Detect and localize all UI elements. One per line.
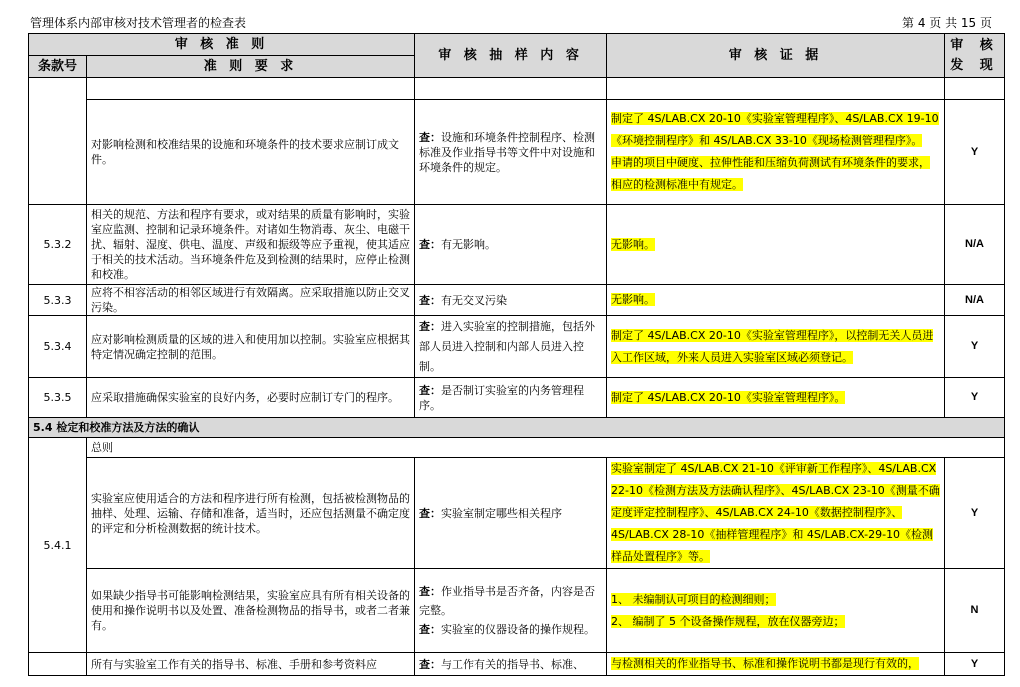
sample-cell: 查：与工作有关的指导书、标准、 <box>415 653 607 676</box>
evidence-cell: 与检测相关的作业指导书、标准和操作说明书都是现行有效的， <box>607 653 945 676</box>
general-label: 总则 <box>87 438 1005 458</box>
requirement-cell: 对影响检测和校准结果的设施和环境条件的技术要求应制订成文件。 <box>87 100 415 205</box>
document-header <box>30 14 992 32</box>
audit-checklist-table <box>28 33 1005 676</box>
clause-cell: 5.3.3 <box>29 285 87 316</box>
sample-cell: 查：设施和环境条件控制程序、检测标准及作业指导书等文件中对设施和环境条件的规定。 <box>415 100 607 205</box>
finding-cell: N <box>945 569 1005 653</box>
document-title: 管理体系内部审核对技术管理者的检查表 <box>30 16 247 30</box>
requirement-cell: 所有与实验室工作有关的指导书、标准、手册和参考资料应 <box>87 653 415 676</box>
requirement-cell: 实验室应使用适合的方法和程序进行所有检测，包括被检测物品的抽样、处理、运输、存储和准备，适当时，还应包括测量不确定度的评定和分析检测数据的统计技术。 <box>87 458 415 569</box>
requirement-cell: 如果缺少指导书可能影响检测结果，实验室应具有所有相关设备的使用和操作说明书以及处置、准备检测物品的指导书，或者二者兼有。 <box>87 569 415 653</box>
clause-cell: 5.4.1 <box>29 438 87 653</box>
clause-no-header: 条款号 <box>29 56 87 78</box>
sample-cell: 查：实验室制定哪些相关程序 <box>415 458 607 569</box>
clause-cell <box>29 78 87 205</box>
clause-cell: 5.3.4 <box>29 316 87 378</box>
evidence-cell: 实验室制定了 4S/LAB.CX 21-10《评审新工作程序》、4S/LAB.CX 22-10《检测方法及方法确认程序》、4S/LAB.CX 23-10《测量不确定度评定控制程序》、4S/LAB.CX 24-10《数据控制程序》、4S/LAB.CX 28-10《抽样管理程序》和 4S/LAB.CX-29-10《检测样品处置程序》等。 <box>607 458 945 569</box>
finding-header: 审 核 发 现 <box>945 34 1005 78</box>
clause-cell: 5.3.2 <box>29 205 87 285</box>
sample-cell: 查：作业指导书是否齐备，内容是否完整。 查：实验室的仪器设备的操作规程。 <box>415 569 607 653</box>
finding-cell: Y <box>945 378 1005 418</box>
requirement-cell: 应对影响检测质量的区域的进入和使用加以控制。实验室应根据其特定情况确定控制的范围。 <box>87 316 415 378</box>
finding-cell: Y <box>945 316 1005 378</box>
finding-cell: Y <box>945 653 1005 676</box>
page-indicator: 第 4 页 共 15 页 <box>902 16 992 30</box>
evidence-header: 审 核 证 据 <box>607 34 945 78</box>
sample-cell: 查：是否制订实验室的内务管理程序。 <box>415 378 607 418</box>
requirement-header: 准 则 要 求 <box>87 56 415 78</box>
finding-cell: N/A <box>945 205 1005 285</box>
finding-cell: N/A <box>945 285 1005 316</box>
evidence-cell: 无影响。 <box>607 285 945 316</box>
evidence-cell: 制定了 4S/LAB.CX 20-10《实验室管理程序》、4S/LAB.CX 19-10《环境控制程序》和 4S/LAB.CX 33-10《现场检测管理程序》。 申请的项目中硬度、拉伸性能和压缩负荷测试有环境条件的要求，相应的检测标准中有规定。 <box>607 100 945 205</box>
requirement-cell: 相关的规范、方法和程序有要求，或对结果的质量有影响时，实验室应监测、控制和记录环境条件。对诸如生物消毒、灰尘、电磁干扰、辐射、湿度、供电、温度、声级和振级等应予重视，使其适应于相关的技术活动。当环境条件危及到检测的结果时，应停止检测和校准。 <box>87 205 415 285</box>
clause-cell: 5.3.5 <box>29 378 87 418</box>
sample-cell: 查：有无影响。 <box>415 205 607 285</box>
sample-cell: 查：进入实验室的控制措施，包括外部人员进入控制和内部人员进入控制。 <box>415 316 607 378</box>
evidence-cell: 1、 未编制认可项目的检测细则； 2、 编制了 5 个设备操作规程，放在仪器旁边； <box>607 569 945 653</box>
section-heading: 5.4 检定和校准方法及方法的确认 <box>29 418 1005 438</box>
evidence-cell: 制定了 4S/LAB.CX 20-10《实验室管理程序》，以控制无关人员进入工作区域，外来人员进入实验室区域必须登记。 <box>607 316 945 378</box>
evidence-cell: 制定了 4S/LAB.CX 20-10《实验室管理程序》。 <box>607 378 945 418</box>
sample-cell: 查：有无交叉污染 <box>415 285 607 316</box>
finding-cell: Y <box>945 100 1005 205</box>
criteria-header: 审 核 准 则 <box>29 34 415 56</box>
evidence-cell: 无影响。 <box>607 205 945 285</box>
requirement-cell: 应采取措施确保实验室的良好内务，必要时应制订专门的程序。 <box>87 378 415 418</box>
requirement-cell: 应将不相容活动的相邻区域进行有效隔离。应采取措施以防止交叉污染。 <box>87 285 415 316</box>
finding-cell: Y <box>945 458 1005 569</box>
sample-header: 审 核 抽 样 内 容 <box>415 34 607 78</box>
